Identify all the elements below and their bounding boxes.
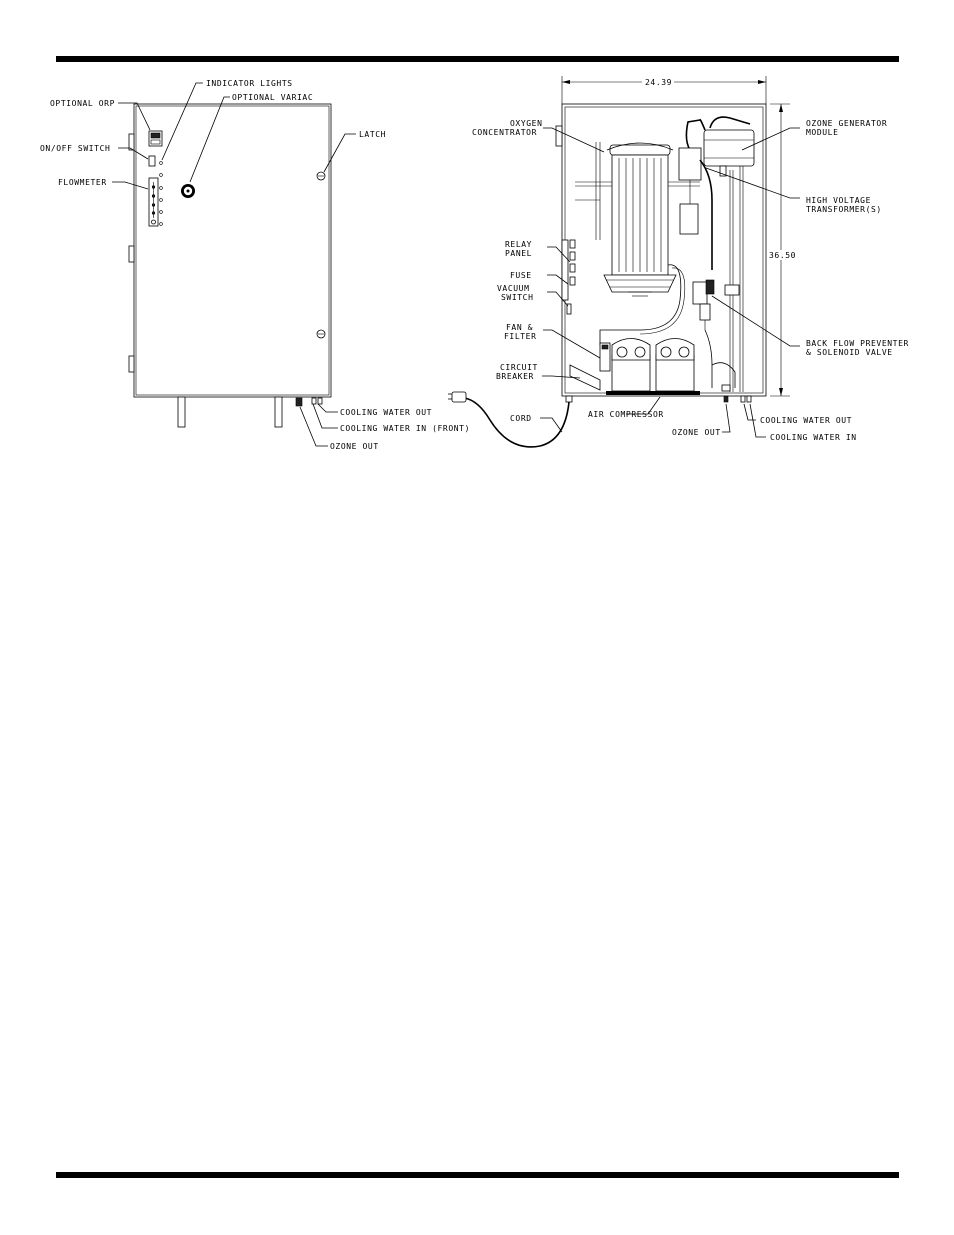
interior-view [448,76,909,447]
hv-transformer-label-2: TRANSFORMER(S) [806,205,882,214]
interior-cooling-water-in-label: COOLING WATER IN [770,433,857,442]
indicator-lights-label: INDICATOR LIGHTS [206,79,293,88]
latch-label: LATCH [359,130,387,139]
on-off-switch [149,156,155,166]
front-cabinet [134,104,331,397]
relay-panel-label-1: RELAY [505,240,533,249]
vacuum-switch-label-1: VACUUM [497,284,530,293]
vacuum-switch-label-2: SWITCH [501,293,534,302]
front-ozone-out-label: OZONE OUT [330,442,379,451]
interior-cooling-water-out-label: COOLING WATER OUT [760,416,853,425]
circuit-breaker-label-2: BREAKER [496,372,534,381]
variac-knob [181,184,195,198]
on-off-switch-label: ON/OFF SWITCH [40,144,111,153]
oxygen-concentrator-label-1: OXYGEN [510,119,543,128]
fan-filter-label-2: FILTER [504,332,537,341]
hv-transformer-2 [680,204,698,234]
ozone-out-fitting [296,398,302,406]
orp-display [151,133,160,138]
cord-label: CORD [510,414,532,423]
height-dimension-label: 36.50 [769,251,797,260]
flowmeter-label: FLOWMETER [58,178,107,187]
flowmeter-knob [152,220,156,224]
fuse-label: FUSE [510,271,532,280]
front-view [40,79,470,451]
ozone-generator-label-1: OZONE GENERATOR [806,119,888,128]
interior-cooling-out-fitting [741,396,745,402]
fan-filter-label-1: FAN & [506,323,534,332]
hv-transformer-label-1: HIGH VOLTAGE [806,196,871,205]
circuit-breaker-label-1: CIRCUIT [500,363,538,372]
air-compressor-label: AIR COMPRESSOR [588,410,664,419]
optional-variac-label: OPTIONAL VARIAC [232,93,314,102]
cooling-out-fitting [318,398,322,404]
hinge-middle [129,246,134,262]
front-cooling-water-in-label: COOLING WATER IN (FRONT) [340,424,470,433]
interior-ozone-out-label: OZONE OUT [672,428,721,437]
front-leg-right [275,397,282,427]
width-dimension-label: 24.39 [645,78,673,87]
back-flow-label-1: BACK FLOW PREVENTER [806,339,909,348]
front-cooling-water-out-label: COOLING WATER OUT [340,408,433,417]
cooling-in-fitting [312,398,316,404]
interior-ozone-out-fitting [724,396,728,402]
oxygen-concentrator-label-2: CONCENTRATOR [472,128,537,137]
hinge-bottom [129,356,134,372]
relay-panel-label-2: PANEL [505,249,533,258]
oxygen-concentrator [604,143,676,296]
optional-orp-label: OPTIONAL ORP [50,99,115,108]
cord-grommet [566,396,572,402]
interior-cooling-in-fitting [747,396,751,402]
interior-hinge [556,126,562,146]
back-flow-label-2: & SOLENOID VALVE [806,348,893,357]
power-cord [448,392,569,447]
hv-transformer-1 [679,148,701,180]
ozone-generator-label-2: MODULE [806,128,839,137]
front-leg-left [178,397,185,427]
